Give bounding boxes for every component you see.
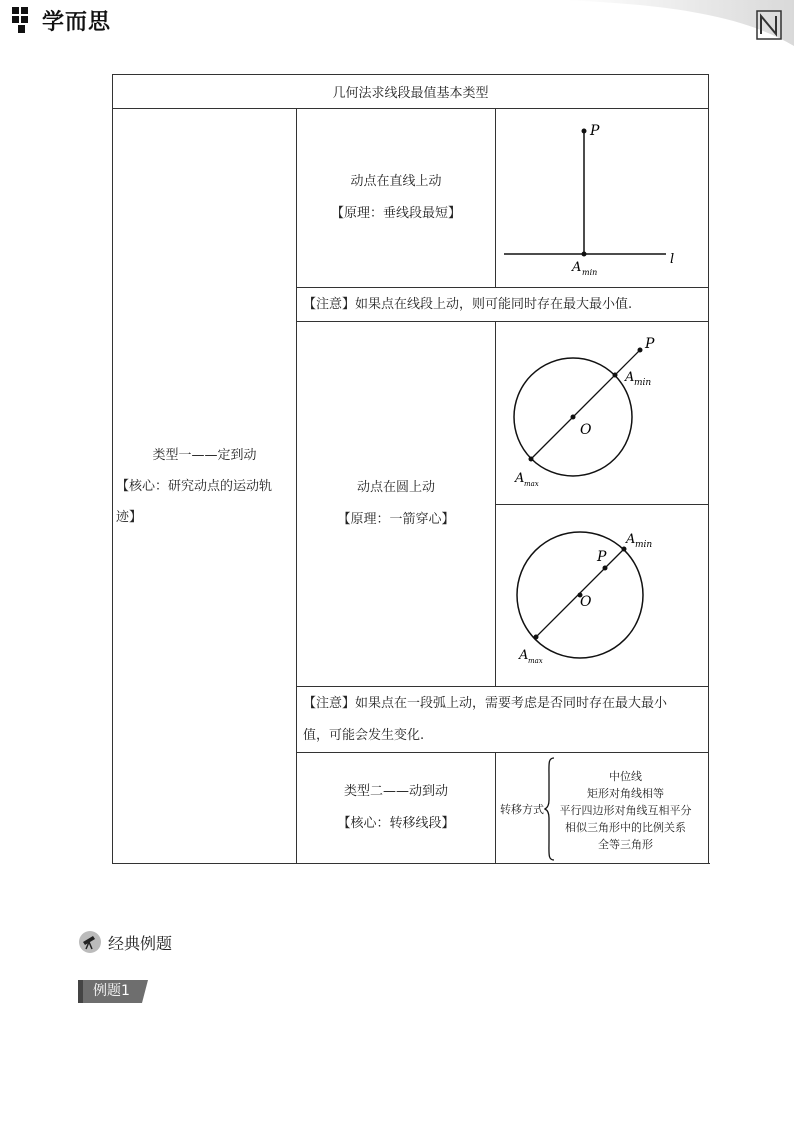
label-min-sub: min — [635, 540, 653, 550]
perpendicular-figure — [496, 109, 708, 287]
line-case-principle: 【原理：垂线段最短】 — [330, 206, 461, 221]
label-min-sub: min — [582, 268, 598, 277]
circle-case-title: 动点在圆上动 — [356, 480, 435, 495]
point-p — [603, 566, 608, 571]
label-a: A — [515, 471, 525, 486]
label-l: l — [670, 252, 675, 267]
type1-core-line2: 迹】 — [116, 509, 143, 525]
transfer-label: 转移方式 — [500, 802, 544, 816]
point-a-max — [534, 635, 539, 640]
example-label: 例题1 — [93, 983, 130, 999]
label-a: A — [625, 370, 635, 385]
point-a-min — [613, 373, 618, 378]
section-heading — [78, 930, 172, 954]
line-case-cell — [297, 109, 496, 288]
circle-note-line2: 值，可能会发生变化. — [303, 727, 425, 743]
brand-logo — [10, 4, 111, 36]
type2-name: 类型二——动到动 — [343, 784, 448, 799]
circle-point-outside-figure — [496, 322, 708, 504]
point-o — [571, 415, 576, 420]
line-figure-cell — [496, 109, 709, 288]
line-case-title: 动点在直线上动 — [350, 174, 442, 189]
list-item: 中位线 — [609, 769, 642, 783]
circle-case-cell — [297, 322, 496, 687]
label-a: A — [519, 648, 529, 663]
circle-point-inside-figure — [496, 505, 708, 686]
label-p: P — [645, 336, 655, 352]
label-p: P — [590, 123, 600, 139]
book-logo-icon — [756, 10, 782, 40]
label-a: A — [626, 532, 636, 547]
telescope-icon — [78, 930, 102, 954]
brand-mark-icon — [10, 4, 36, 36]
label-a: A — [572, 260, 582, 275]
type2-cell — [297, 753, 496, 864]
label-min-sub: min — [634, 378, 652, 388]
label-o: O — [580, 422, 592, 438]
label-max-sub: max — [528, 657, 543, 665]
list-item: 全等三角形 — [598, 837, 653, 851]
curly-brace-icon — [544, 756, 556, 862]
label-max-sub: max — [524, 480, 539, 488]
list-item: 矩形对角线相等 — [587, 786, 664, 800]
label-p: P — [597, 549, 607, 565]
point-a-min — [582, 252, 587, 257]
point-p — [582, 129, 587, 134]
section-title-text: 经典例题 — [108, 933, 173, 953]
type2-core: 【核心：转移线段】 — [337, 816, 455, 831]
label-o: O — [580, 594, 592, 610]
list-item: 相似三角形中的比例关系 — [565, 820, 686, 834]
table-title: 几何法求线段最值基本类型 — [113, 75, 709, 109]
type1-cell — [113, 109, 297, 864]
point-a-max — [529, 457, 534, 462]
point-a-min — [622, 547, 627, 552]
type1-core-line1: 【核心：研究动点的运动轨 — [116, 478, 273, 494]
point-p — [638, 348, 643, 353]
circle-figure-inside-cell — [496, 505, 709, 687]
segment-extremum-table — [112, 74, 709, 864]
circle-case-note — [297, 687, 709, 753]
circle-case-principle: 【原理：一箭穿心】 — [337, 512, 455, 527]
example-tab — [78, 980, 130, 1003]
transfer-methods-cell — [496, 753, 709, 864]
type1-name: 类型一——定到动 — [152, 447, 257, 463]
brand-name: 学而思 — [42, 9, 112, 35]
transfer-methods-list — [558, 768, 693, 853]
line-through-center — [531, 350, 640, 459]
circle-figure-outside-cell — [496, 322, 709, 505]
list-item: 平行四边形对角线互相平分 — [559, 803, 692, 817]
line-case-note: 【注意】如果点在线段上动，则可能同时存在最大最小值. — [297, 288, 709, 322]
circle-note-line1: 【注意】如果点在一段弧上动，需要考虑是否同时存在最大最小 — [303, 695, 668, 711]
